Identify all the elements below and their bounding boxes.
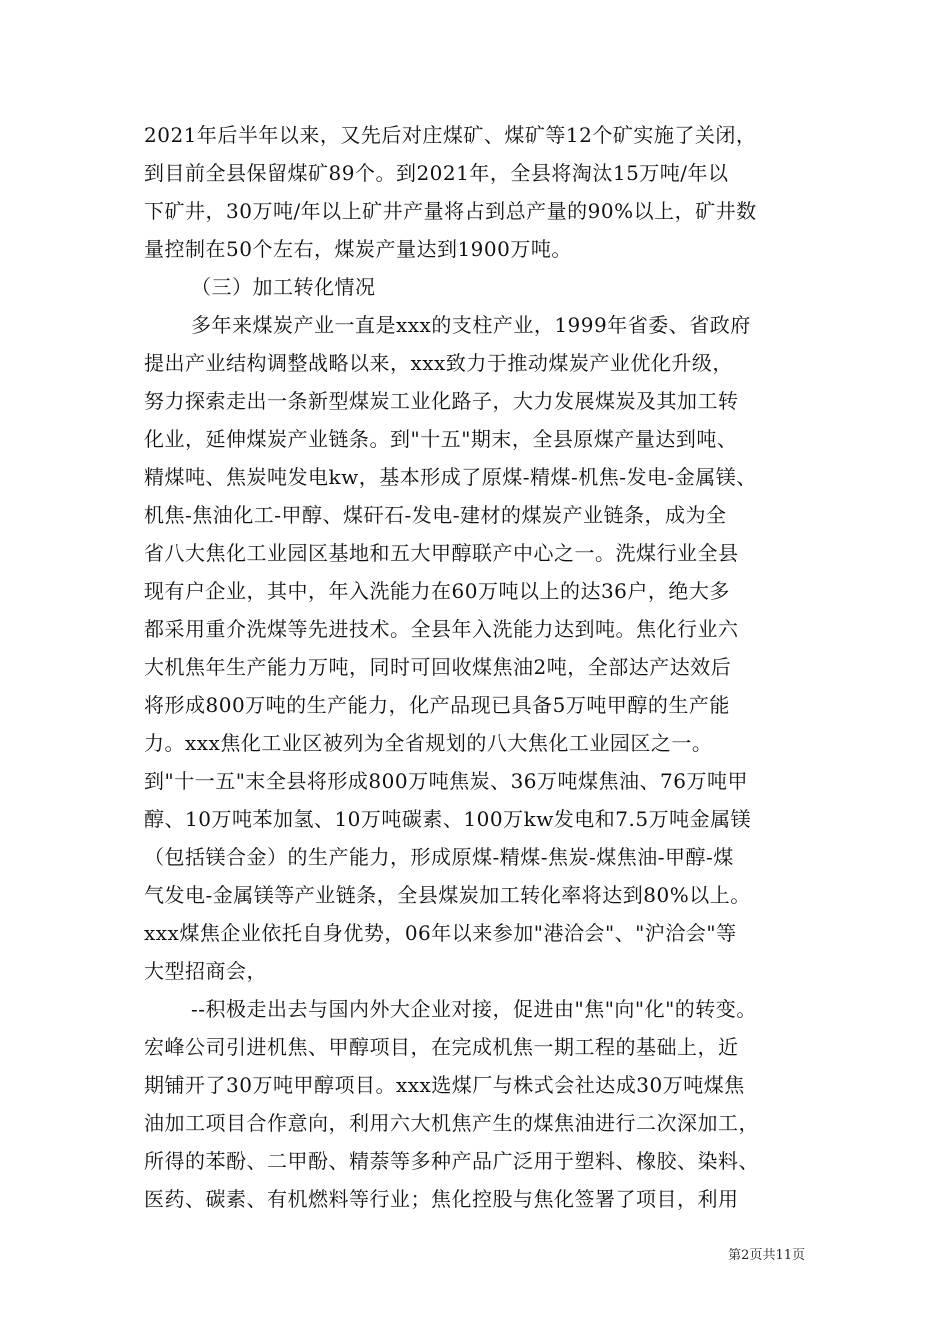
text-line: 现有户企业，其中，年入洗能力在60万吨以上的达36户，绝大多 <box>144 579 730 603</box>
text-line: 量控制在50个左右，煤炭产量达到1900万吨。 <box>144 237 572 261</box>
text-line: 所得的苯酚、二甲酚、精萘等多种产品广泛用于塑料、橡胶、染料、 <box>144 1149 759 1173</box>
text-line: --积极走出去与国内外大企业对接，促进由"焦"向"化"的转变。 <box>191 997 757 1021</box>
text-line: 努力探索走出一条新型煤炭工业化路子，大力发展煤炭及其加工转 <box>144 389 739 413</box>
text-line: 机焦-焦油化工-甲醇、煤矸石-发电-建材的煤炭产业链条，成为全 <box>144 503 727 527</box>
text-line: 大型招商会， <box>144 959 267 983</box>
text-line: 2021年后半年以来，又先后对庄煤矿、煤矿等12个矿实施了关闭， <box>144 123 757 147</box>
text-line: 化业，延伸煤炭产业链条。到"十五"期末，全县原煤产量达到吨、 <box>144 427 738 451</box>
text-line: 气发电-金属镁等产业链条，全县煤炭加工转化率将达到80%以上。 <box>144 883 751 907</box>
text-line: 大机焦年生产能力万吨，同时可回收煤焦油2吨，全部达产达效后 <box>144 655 732 679</box>
text-line: 期铺开了30万吨甲醇项目。xxx选煤厂与株式会社达成30万吨煤焦 <box>144 1073 745 1097</box>
text-line: 医药、碳素、有机燃料等行业；焦化控股与焦化签署了项目，利用 <box>144 1187 739 1211</box>
text-line: 多年来煤炭产业一直是xxx的支柱产业，1999年省委、省政府 <box>191 313 751 337</box>
text-line: 下矿井，30万吨/年以上矿井产量将占到总产量的90%以上，矿井数 <box>144 199 757 223</box>
page-number: 第2页共11页 <box>728 1248 805 1263</box>
text-line: 到"十一五"末全县将形成800万吨焦炭、36万吨煤焦油、76万吨甲 <box>144 769 748 793</box>
text-line: 提出产业结构调整战略以来，xxx致力于推动煤炭产业优化升级， <box>144 351 733 375</box>
text-line: 油加工项目合作意向，利用六大机焦产生的煤焦油进行二次深加工， <box>144 1111 759 1135</box>
text-line: xxx煤焦企业依托自身优势，06年以来参加"港洽会"、"沪洽会"等 <box>144 921 737 945</box>
text-line: （包括镁合金）的生产能力，形成原煤-精煤-焦炭-煤焦油-甲醇-煤 <box>144 845 734 869</box>
text-line: （三）加工转化情况 <box>191 275 376 299</box>
text-line: 都采用重介洗煤等先进技术。全县年入洗能力达到吨。焦化行业六 <box>144 617 739 641</box>
text-line: 宏峰公司引进机焦、甲醇项目，在完成机焦一期工程的基础上，近 <box>144 1035 739 1059</box>
text-line: 醇、10万吨苯加氢、10万吨碳素、100万kw发电和7.5万吨金属镁 <box>144 807 752 831</box>
text-line: 精煤吨、焦炭吨发电kw，基本形成了原煤-精煤-机焦-发电-金属镁、 <box>144 465 757 489</box>
text-line: 到目前全县保留煤矿89个。到2021年，全县将淘汰15万吨/年以 <box>144 161 729 185</box>
text-line: 将形成800万吨的生产能力，化产品现已具备5万吨甲醇的生产能 <box>144 693 730 717</box>
text-line: 力。xxx焦化工业区被列为全省规划的八大焦化工业园区之一。 <box>144 731 713 755</box>
text-line: 省八大焦化工业园区基地和五大甲醇联产中心之一。洗煤行业全县 <box>144 541 739 565</box>
body-text <box>144 116 810 1218</box>
